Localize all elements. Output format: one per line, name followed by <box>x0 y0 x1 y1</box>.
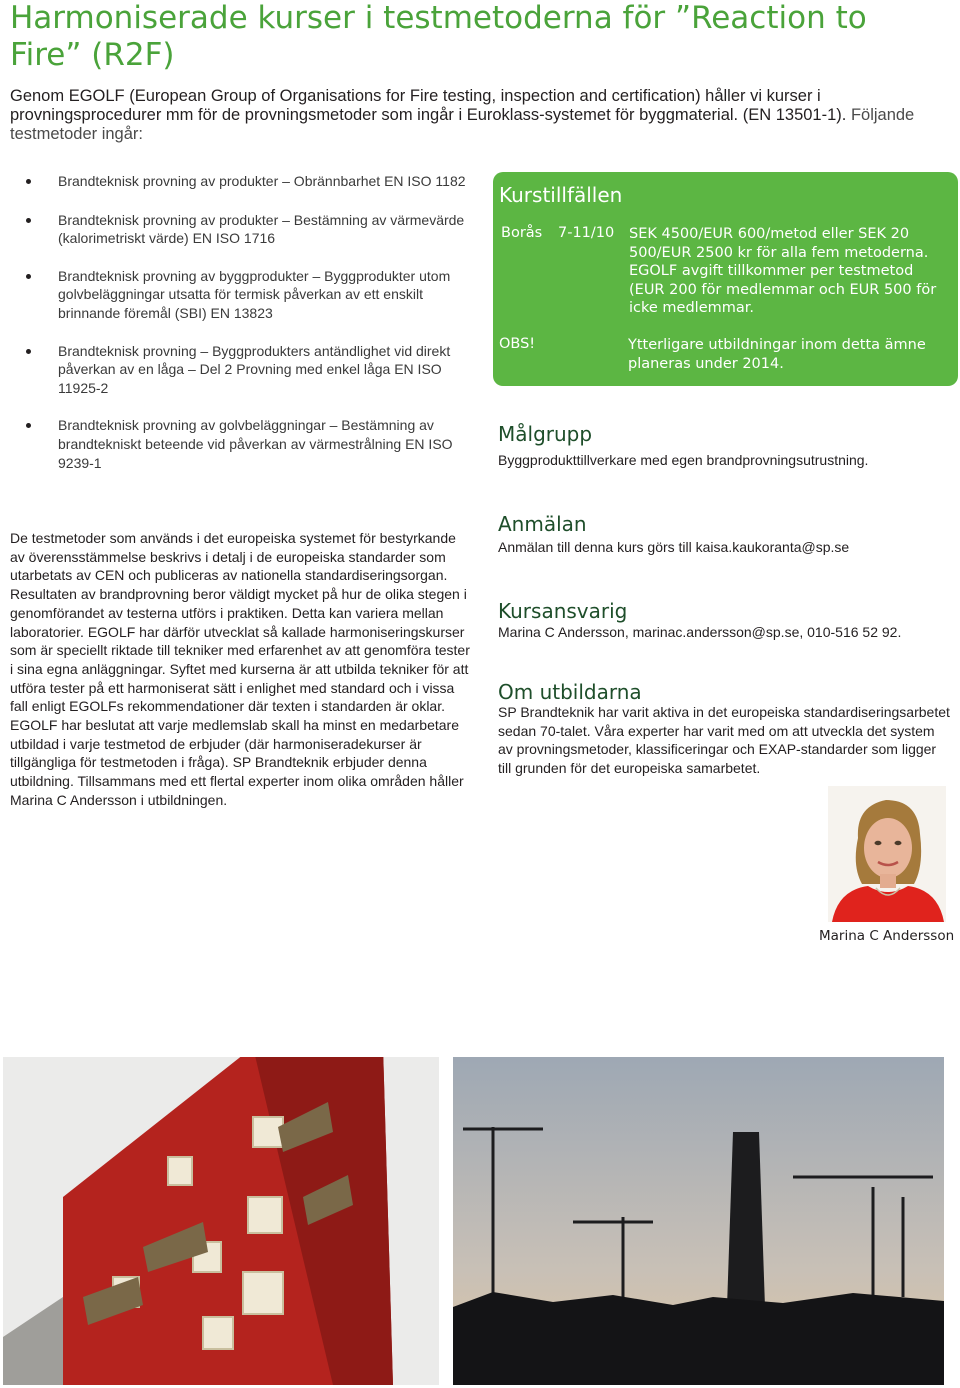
about-text: SP Brandteknik har varit aktiva in det europeiska standardiseringsarbetet sedan 70-talet. Våra experter har varit med om att utveckla det system av provningsmetoder, klassificeringar och EXAP-standarder som ligger till grunden för det europeiska samarbetet. <box>498 704 950 776</box>
method-text: Brandteknisk provning av produkter – Bestämning av värmevärde (kalorimetriskt värde) EN ISO 1716 <box>58 211 465 247</box>
course-dates-heading: Kurstillfällen <box>499 183 623 207</box>
methods-list <box>26 172 476 491</box>
list-item <box>26 267 476 323</box>
registration-heading: Anmälan <box>498 512 587 536</box>
course-lead-heading: Kursansvarig <box>498 599 628 623</box>
obs-label: OBS! <box>499 336 536 352</box>
skyline-photo <box>453 1057 944 1385</box>
building-photo <box>3 1057 439 1385</box>
course-dates-box <box>493 172 958 386</box>
target-group-text: Byggprodukttillverkare med egen brandprovningsutrustning. <box>498 452 869 468</box>
intro-main: Genom EGOLF (European Group of Organisations for Fire testing, inspection and certification) håller vi kurser i provningsprocedurer mm för de provningsmetoder som ingår i Euroklass-systemet för byggmaterial. (EN 13501-1). <box>10 87 847 124</box>
registration-text: Anmälan till denna kurs görs till kaisa.kaukoranta@sp.se <box>498 539 850 555</box>
target-group-heading: Målgrupp <box>498 422 593 446</box>
list-item <box>26 172 476 191</box>
portrait-photo <box>828 786 946 922</box>
list-item <box>26 416 476 472</box>
bullet-icon <box>26 274 31 279</box>
list-item <box>26 211 476 248</box>
list-item <box>26 342 476 398</box>
intro-paragraph <box>10 87 945 144</box>
about-heading: Om utbildarna <box>498 680 642 704</box>
portrait-caption: Marina C Andersson <box>819 928 955 944</box>
method-text: Brandteknisk provning av byggprodukter – Byggprodukter utom golvbeläggningar utsatta för termisk påverkan av ett enskilt brinnande föremål (SBI) EN 13823 <box>58 267 451 321</box>
course-date: 7-11/10 <box>558 225 615 241</box>
bullet-icon <box>26 423 31 428</box>
bullet-icon <box>26 218 31 223</box>
course-lead-text: Marina C Andersson, marinac.andersson@sp.se, 010-516 52 92. <box>498 624 902 640</box>
course-place: Borås <box>501 225 543 241</box>
page-title: Harmoniserade kurser i testmetoderna för ”Reaction to Fire” (R2F) <box>10 0 867 73</box>
course-price: SEK 4500/EUR 600/metod eller SEK 20 500/EUR 2500 kr för alla fem metoderna. EGOLF avgift tillkommer per testmetod (EUR 200 för medlemmar och EUR 500 för icke medlemmar. <box>629 226 937 317</box>
bullet-icon <box>26 179 31 184</box>
obs-text: Ytterligare utbildningar inom detta ämne planeras under 2014. <box>628 337 926 372</box>
method-text: Brandteknisk provning av golvbeläggningar – Bestämning av brandtekniskt beteende vid påverkan av värmestrålning EN ISO 9239-1 <box>58 417 453 471</box>
intro-tail: Följande testmetoder ingår: <box>10 106 915 143</box>
bullet-icon <box>26 349 31 354</box>
body-paragraph: De testmetoder som används i det europeiska systemet för bestyrkande av överensstämmelse beskrivs i detalj i de europeiska standarder som utarbetats av CEN och publiceras av nationella standardiseringsorgan. Resultaten av brandprovning beror väldigt mycket på hur de olika stegen i genomförandet av testerna utförs i praktiken. Detta kan variera mellan laboratorier. EGOLF har därför utvecklat så kallade harmoniseringskurser som är speciellt riktade till tekniker med erfarenhet av att genomföra tester i sina egna anläggningar. Syftet med kurserna är att utbilda tekniker för att utföra tester på ett harmoniserat sätt i enlighet med standard och i vissa fall enligt EGOLFs rekommendationer där texten i standarden är oklar. EGOLF har beslutat att varje medlemslab skall ha minst en medarbetare utbildad i varje testmetod de erbjuder (där harmoniseradekurser är tillgängliga för testmetoden i fråga). SP Brandteknik erbjuder denna utbildning. Tillsammans med ett flertal experter inom olika områden håller Marina C Andersson i utbildningen. <box>10 530 470 808</box>
method-text: Brandteknisk provning av produkter – Obrännbarhet EN ISO 1182 <box>58 173 466 189</box>
method-text: Brandteknisk provning – Byggprodukters antändlighet vid direkt påverkan av en låga – Del 2 Provning med enkel låga EN ISO 11925-2 <box>58 342 451 396</box>
